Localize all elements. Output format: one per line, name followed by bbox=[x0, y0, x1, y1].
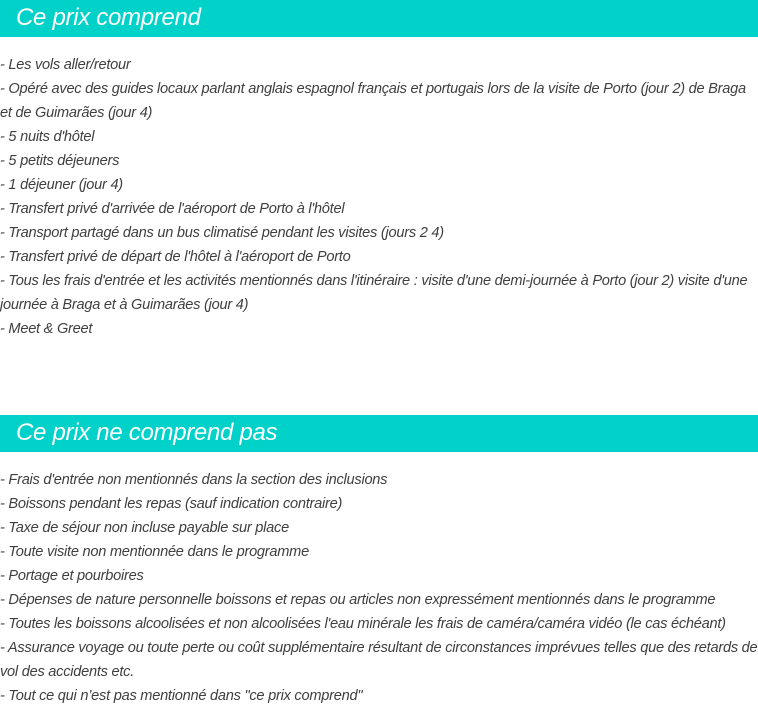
excluded-item-travel-insurance: - Assurance voyage ou toute perte ou coût supplémentaire résultant de circonstances imprévues telles que des retards de vol des accidents etc. bbox=[0, 640, 758, 680]
included-item-departure-transfer: - Transfert privé de départ de l'hôtel à l'aéroport de Porto bbox=[0, 249, 351, 265]
excluded-item-anything-else: - Tout ce qui n’est pas mentionné dans "ce prix comprend" bbox=[0, 688, 363, 704]
included-item-lunch: - 1 déjeuner (jour 4) bbox=[0, 177, 123, 193]
included-item-entry-fees-activities: - Tous les frais d'entrée et les activités mentionnés dans l'itinéraire : visite d'une demi-journée à Porto (jour 2) visite d'une journée à Braga et à Guimarães (jour 4) bbox=[0, 273, 748, 313]
included-item-guides: - Opéré avec des guides locaux parlant anglais espagnol français et portugais lors de la visite de Porto (jour 2) de Braga et de Guimarães (jour 4) bbox=[0, 81, 746, 121]
excluded-item-personal-expenses: - Dépenses de nature personnelle boissons et repas ou articles non expressément mentionnés dans le programme bbox=[0, 592, 716, 608]
excluded-item-porterage-tips: - Portage et pourboires bbox=[0, 568, 144, 584]
included-item-hotel-nights: - 5 nuits d'hôtel bbox=[0, 129, 95, 145]
excluded-item-entry-fees: - Frais d'entrée non mentionnés dans la section des inclusions bbox=[0, 472, 388, 488]
excluded-section-header bbox=[0, 415, 758, 452]
excluded-item-tourist-tax: - Taxe de séjour non incluse payable sur place bbox=[0, 520, 289, 536]
excluded-item-drinks-meals: - Boissons pendant les repas (sauf indication contraire) bbox=[0, 496, 343, 512]
included-item-meet-greet: - Meet & Greet bbox=[0, 321, 93, 337]
included-item-arrival-transfer: - Transfert privé d'arrivée de l'aéroport de Porto à l'hôtel bbox=[0, 201, 345, 217]
excluded-section-title: Ce prix ne comprend pas bbox=[16, 419, 278, 446]
included-section-title: Ce prix comprend bbox=[16, 4, 201, 31]
excluded-section bbox=[0, 415, 758, 708]
included-item-flights: - Les vols aller/retour bbox=[0, 57, 131, 73]
excluded-items-list bbox=[0, 468, 758, 708]
included-section-header bbox=[0, 0, 758, 37]
included-section bbox=[0, 0, 758, 341]
included-item-shared-transport: - Transport partagé dans un bus climatisé pendant les visites (jours 2 4) bbox=[0, 225, 444, 241]
excluded-item-beverages-camera-fees: - Toutes les boissons alcoolisées et non alcoolisées l'eau minérale les frais de caméra/caméra vidéo (le cas échéant) bbox=[0, 616, 726, 632]
included-item-breakfasts: - 5 petits déjeuners bbox=[0, 153, 120, 169]
included-items-list bbox=[0, 53, 758, 341]
excluded-item-unlisted-visits: - Toute visite non mentionnée dans le programme bbox=[0, 544, 309, 560]
